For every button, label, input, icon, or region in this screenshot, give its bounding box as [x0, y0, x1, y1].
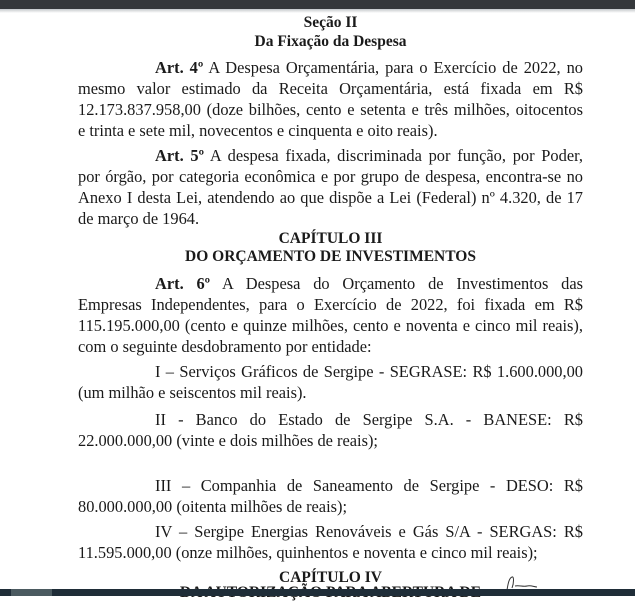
article-5-label: Art. 5º	[155, 146, 205, 165]
item-banese	[78, 409, 583, 451]
article-4-line-2: mesmo valor estimado da Receita Orçamentária, está fixada em R$	[78, 79, 583, 98]
article-4-line-3: 12.173.837.958,00 (doze bilhões, cento e setenta e três milhões, oitocentos	[78, 100, 583, 119]
item-banese-line-2: 22.000.000,00 (vinte e dois milhões de reais);	[78, 431, 378, 450]
item-sergas	[78, 521, 583, 563]
item-segrase-line-2: (um milhão e seiscentos mil reais).	[78, 383, 307, 402]
item-deso	[78, 475, 583, 517]
item-segrase-line-1: I – Serviços Gráficos de Sergipe - SEGRASE: R$ 1.600.000,00	[155, 362, 583, 381]
section-subtitle: Da Fixação da Despesa	[254, 33, 407, 50]
article-5-line-3: Anexo I desta Lei, atendendo ao que dispõe a Lei (Federal) nº 4.320, de 17	[78, 188, 583, 207]
viewer-top-bar	[0, 0, 635, 9]
item-sergas-line-1: IV – Sergipe Energias Renováveis e Gás S/A - SERGAS: R$	[155, 522, 583, 541]
article-6-line-2: Empresas Independentes, para o Exercício de 2022, foi fixada em R$	[78, 295, 583, 314]
item-banese-line-1: II - Banco do Estado de Sergipe S.A. - BANESE: R$	[155, 410, 583, 429]
chapter-3-subtitle: DO ORÇAMENTO DE INVESTIMENTOS	[185, 248, 476, 265]
article-4-line-4: e trinta e sete mil, novecentos e cinquenta e oito reais).	[78, 121, 438, 140]
item-sergas-line-2: 11.595.000,00 (onze milhões, quinhentos e noventa e cinco mil reais);	[78, 543, 538, 562]
item-segrase	[78, 361, 583, 403]
article-5-line-4: de março de 1964.	[78, 209, 200, 228]
article-6	[78, 273, 583, 357]
chapter-4-title: CAPÍTULO IV	[279, 569, 382, 586]
bottom-bar-thumbnail-segment[interactable]	[11, 589, 52, 596]
section-title: Seção II	[303, 14, 358, 31]
article-4	[78, 57, 583, 141]
item-deso-line-1: III – Companhia de Saneamento de Sergipe - DESO: R$	[155, 476, 583, 495]
article-5	[78, 145, 583, 229]
article-4-label: Art. 4º	[155, 58, 204, 77]
article-6-line-3: 115.195.000,00 (cento e quinze milhões, cento e noventa e cinco mil reais),	[78, 316, 583, 335]
article-5-line-1: A despesa fixada, discriminada por função, por Poder,	[209, 146, 583, 165]
viewer-bottom-bar	[0, 589, 635, 596]
article-5-line-2: por órgão, por categoria econômica e por grupo de despesa, encontra-se no	[78, 167, 583, 186]
article-6-line-1: A Despesa do Orçamento de Investimentos das	[222, 274, 583, 293]
article-6-line-4: com o seguinte desdobramento por entidade:	[78, 337, 372, 356]
article-4-line-1: A Despesa Orçamentária, para o Exercício de 2022, no	[208, 58, 583, 77]
item-deso-line-2: 80.000.000,00 (oitenta milhões de reais);	[78, 497, 348, 516]
article-6-label: Art. 6º	[155, 274, 211, 293]
chapter-3-title: CAPÍTULO III	[278, 230, 383, 247]
